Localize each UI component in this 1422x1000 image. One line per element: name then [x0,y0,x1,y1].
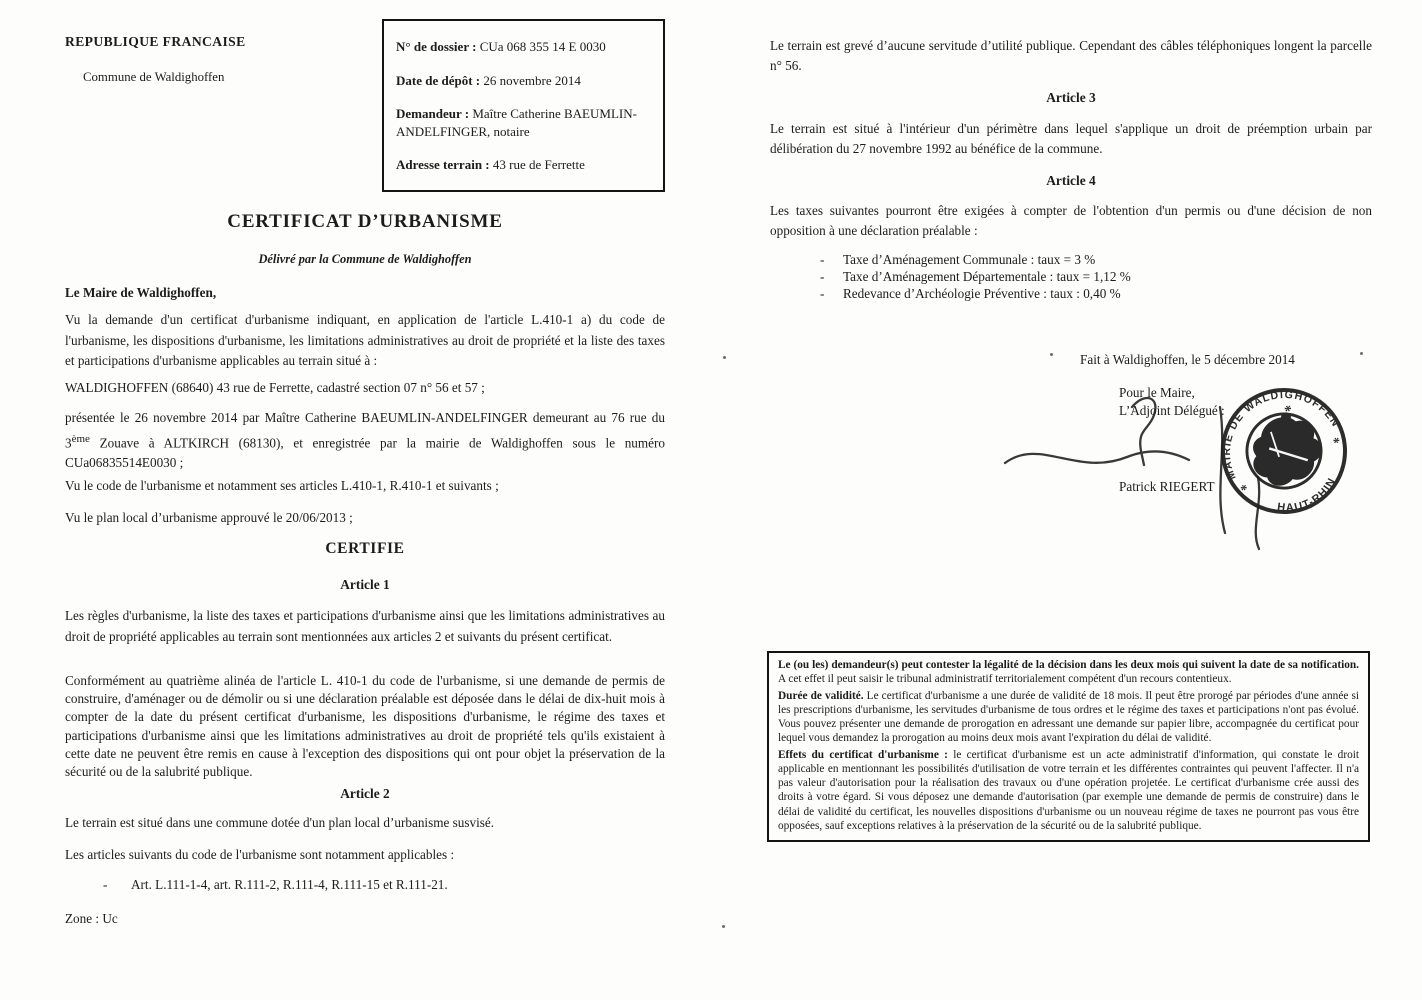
applicant-label: Demandeur : [396,106,470,121]
notice-validity-rest: Le certificat d'urbanisme a une durée de validité de 18 mois. Il peut être prorogé par périodes d'une année si les prescriptions d'urbanisme, les servitudes d'urbanisme de tous ordres et le régime des taxes et participations n'ont pas évolué. Vous pouvez présenter une demande de prorogation en adressant une demande sur papier libre, accompagnée du certificat pour lequel vous demandez la prorogation au moins deux mois avant l'expiration du délai de validité. [778,689,1359,745]
article2-heading: Article 2 [340,786,390,801]
applicant-line [396,105,652,140]
paragraph-taxes: Les taxes suivantes pourront être exigées à compter de l'obtention d'un permis ou d'une décision de non opposition à une déclaration préalable : [770,203,1372,238]
tax-text-communale: Taxe d’Aménagement Communale : taux = 3 % [843,252,1096,267]
certifie-heading: CERTIFIE [325,540,405,557]
stamp-emblem-star-icon: * [1282,402,1297,421]
commune-subheading: Commune de Waldighoffen [83,70,225,84]
article3-heading: Article 3 [1046,90,1096,105]
stamp-arc-top-text: MAIRIE DE WALDIGHOFFEN [1220,388,1342,482]
scan-artifact-dot [723,356,726,359]
notice-validity-bold: Durée de validité. [778,689,864,702]
paragraph-presentee [65,408,665,474]
tax-text-departementale: Taxe d’Aménagement Départementale : taux = 1,12 % [843,268,1131,284]
notice-validity-paragraph [778,689,1359,746]
scan-artifact-dot [722,925,725,928]
paragraph-conformement: Conformément au quatrième alinéa de l'article L. 410-1 du code de l'urbanisme, si une demande de permis de construire, d'aménager ou de démolir ou si une déclaration préalable est déposée dans le délai de dix-huit mois à compter de la date du présent certificat d'urbanisme, les dispositions d'urbanisme, le régime des taxes et participations d'urbanisme ainsi que les limitations administratives au droit de propriété tels qu'ils existaient à cette date ne peuvent être remis en cause à l'exception des dispositions qui ont pour objet la préservation de la sécurité ou de la salubrité publique. [65,673,665,780]
paragraph-articles-applicables: Les articles suivants du code de l'urbanisme sont notamment applicables : [65,847,455,862]
paragraph-terrain-commune: Le terrain est situé dans une commune dotée d'un plan local d’urbanisme susvisé. [65,815,495,830]
presentee-text-end: Zouave à ALTKIRCH (68130), et enregistrée par la mairie de Waldighoffen sous le numéro CUa06835514E0030 ; [65,434,665,471]
tax-list [820,252,1131,302]
dossier-number-label: N° de dossier : [396,39,477,54]
tax-dash: - [820,268,825,284]
handwritten-signature [990,385,1320,555]
paragraph-terrain-cadastre: WALDIGHOFFEN (68640) 43 rue de Ferrette, cadastré section 07 n° 56 et 57 ; [65,380,485,395]
paragraph-preemption: Le terrain est situé à l'intérieur d'un périmètre dans lequel s'applique un droit de préemption urbain par délibération du 27 novembre 1992 au bénéfice de la commune. [770,121,1372,156]
notice-effets-rest: le certificat d'urbanisme est un acte administratif d'information, qui constate le droit applicable en mentionnant les possibilités d'utilisation de votre terrain et les différentes contraintes qui peuvent l'affecter. Il n'a pas valeur d'autorisation pour la réalisation des travaux ou d'une opération projetée. Le certificat d'urbanisme crée aussi des droits à votre égard. Si vous déposez une demande d'autorisation (par exemple une demande de permis de construire) dans le délai de validité du certificat, les nouvelles dispositions d'urbanisme ou un nouveau régime de taxes ne pourront pas vous être opposées, sauf exceptions relatives à la préservation de la sécurité ou de la salubrité publique. [778,748,1360,832]
tax-item-archeologie [820,286,1131,303]
tax-item-communale [820,252,1131,269]
applicant-value: Maître Catherine BAEUMLIN-ANDELFINGER, notaire [396,106,637,139]
notice-contest-bold: Le (ou les) demandeur(s) peut contester la légalité de la décision dans les deux mois qui suivent la date de sa notification. [778,659,1359,671]
paragraph-servitude: Le terrain est grevé d’aucune servitude d’utilité publique. Cependant des câbles téléphoniques longent la parcelle n° 56. [770,38,1372,73]
dossier-number-line [396,38,652,56]
pour-le-maire-line: Pour le Maire, [1119,385,1195,400]
left-page-column [65,0,665,1000]
tax-text-archeologie: Redevance d’Archéologie Préventive : taux : 0,40 % [843,285,1121,301]
paragraph-regles: Les règles d'urbanisme, la liste des taxes et participations d'urbanisme ainsi que les limitations administratives au droit de propriété applicables au terrain sont mentionnées aux articles 2 et suivants du présent certificat. [65,608,665,644]
tax-dash: - [820,252,825,267]
notice-contest-rest: A cet effet il peut saisir le tribunal administratif territorialement compétent d'un recours contentieux. [778,673,1232,686]
dossier-info-box [382,19,665,192]
deposit-date-value: 26 novembre 2014 [480,72,581,88]
tax-item-departementale [820,269,1131,286]
presentee-superscript: ème [71,432,90,445]
deposit-date-label: Date de dépôt : [396,72,481,88]
terrain-address-value: 43 rue de Ferrette [489,157,585,172]
bullet-articles-text: Art. L.111-1-4, art. R.111-2, R.111-4, R.111-15 et R.111-21. [131,877,448,892]
maire-line: Le Maire de Waldighoffen, [65,285,217,300]
scan-artifact-dot [1050,353,1053,356]
fait-a-line: Fait à Waldighoffen, le 5 décembre 2014 [1080,352,1295,367]
notice-effets-paragraph [778,748,1359,833]
articles-bullet-row [103,877,448,893]
signataire-name: Patrick RIEGERT [1119,479,1215,494]
tax-dash: - [820,285,825,301]
republic-heading: REPUBLIQUE FRANCAISE [65,34,246,49]
paragraph-vu-code: Vu le code de l'urbanisme et notamment ses articles L.410-1, R.410-1 et suivants ; [65,478,499,493]
paragraph-vu-plan: Vu le plan local d’urbanisme approuvé le 20/06/2013 ; [65,510,353,525]
stamp-arc-bottom-text: HAUT-RHIN [1276,475,1339,515]
scan-artifact-dot [1360,352,1363,355]
zone-line: Zone : Uc [65,911,118,926]
bullet-dash: - [103,877,108,892]
deposit-date-line [396,72,652,90]
dossier-number-value: CUa 068 355 14 E 0030 [476,39,606,54]
article1-heading: Article 1 [340,577,390,592]
paragraph-vu-demande: Vu la demande d'un certificat d'urbanisme indiquant, en application de l'article L.410-1 a) du code de l'urbanisme, les dispositions d'urbanisme, les limitations administratives au droit de propriété et la liste des taxes et participations d'urbanisme applicables au terrain situé à : [65,312,665,368]
adjoint-delegue-line: L’Adjoint Délégué : [1119,403,1225,418]
document-subtitle: Délivré par la Commune de Waldighoffen [258,252,472,266]
document-title: CERTIFICAT D’URBANISME [227,211,503,232]
article4-heading: Article 4 [1046,173,1096,188]
notice-effets-bold: Effets du certificat d'urbanisme : [778,748,948,761]
legal-notice-box [767,651,1370,842]
stamp-star-right-icon: * [1331,434,1345,452]
stamp-star-left-icon: * [1238,482,1252,499]
terrain-address-label: Adresse terrain : [396,157,490,172]
terrain-address-line [396,156,652,174]
right-page-column [770,0,1372,1000]
presentee-text-start: présentée le 26 novembre 2014 par Maître Catherine BAEUMLIN-ANDELFINGER demeurant au 76 rue du 3 [65,410,665,450]
notice-contest-paragraph [778,658,1359,686]
